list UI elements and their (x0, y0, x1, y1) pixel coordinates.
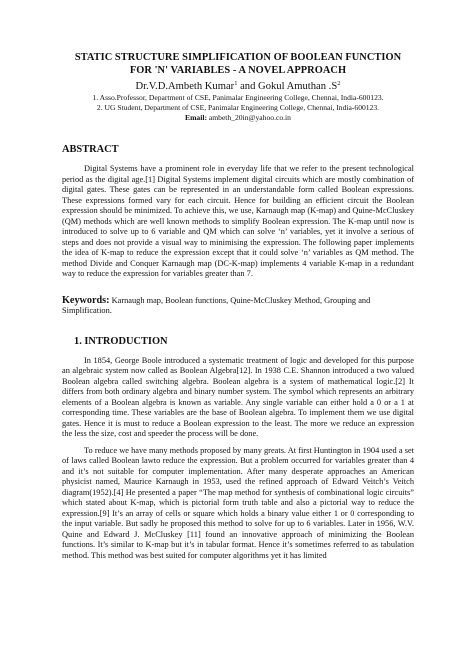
introduction-paragraph-1: In 1854, George Boole introduced a systematic treatment of logic and developed for this purpose an algebraic system now called as Boolean Algebra[12]. In 1938 C.E. Shannon introduced a two valued Boolean algebra called switching algebra. Boolean algebra is a system of mathematical logic.[2] It differs from both ordinary algebra and binary number system. The symbol which represents an arbitrary elements of a Boolean algebra is known as variable. Any single variable can either hold a 0 or a 1 at corresponding time. These variables are the base of Boolean algebra. To implement them we use digital gates. Hence it is must to reduce a Boolean expression to the least. The more we reduce an expression the less the size, cost and speeder the process will be done. (62, 355, 414, 438)
paper-title (62, 52, 414, 77)
author-1-superscript: 1 (234, 80, 238, 87)
keywords-line (62, 296, 414, 317)
introduction-paragraph-2: To reduce we have many methods proposed by many greats. At first Huntington in 1904 used a set of laws called Boolean lawto reduce the expression. But a problem occurred for variables greater than 4 and it’s not suitable for computer implementation. After many desperate approaches an American physicist named, Maurice Karnaugh in 1953, used the refined approach of Edward Veitch’s Veitch diagram(1952).[4] He presented a paper “The map method for synthesis of combinational logic circuits” which stated about K-map, which is pictorial form truth table and also a pictorial way to reduce the expression.[9] It’s an array of cells or square which holds a binary value either 1 or 0 corresponding to the input variable. But sadly he proposed this method to solve for up to 6 variables. Later in 1956, W.V. Quine and Edward J. McCluskey [11] found an innovative approach of minimizing the Boolean functions. It’s similar to K-map but it’s in tabular format. Hence it’s sometimes referred to as tabulation method. This method was best suited for computer algorithms yet it has limited (62, 445, 414, 560)
abstract-paragraph: Digital Systems have a prominent role in everyday life that we refer to the present technological period as the digital age.[1] Digital Systems implement digital circuits which are mostly combination of digital gates. These gates can be represented in an understandable form called Boolean expressions. These expressions formed vary for each circuit. Hence for building an efficient circuit the Boolean expression should be minimized. To achieve this, we use, Karnaugh map (K-map) and Quine-McCluskey (QM) methods which are well known methods to simplify Boolean expression. The K-map until now is introduced to solve up to 6 variable and QM which can solve ‘n’ variables, yet it involve a serious of steps and does not provide a visual way to minimising the expression. The following paper implements the idea of K-map to reduce the expression except that it could solve ‘n’ variables as QM method. The method Divide and Conquer Karnaugh map (DC-K-map) implements 4 variable K-map in a redundant way to reduce the expression for variables greater than 7. (62, 164, 414, 278)
abstract-heading: ABSTRACT (62, 144, 119, 155)
title-line-1: STATIC STRUCTURE SIMPLIFICATION OF BOOLEAN FUNCTION (74, 52, 402, 63)
author-line (62, 77, 414, 93)
author-2-superscript: 2 (337, 80, 341, 87)
keywords-label: Keywords: (62, 294, 110, 306)
author-join: and Gokul Amuthan .S (237, 81, 338, 92)
keywords-text: Karnaugh map, Boolean functions, Quine-McCluskey Method, Grouping and Simplification. (62, 295, 371, 315)
affiliation-2: 2. UG Student, Department of CSE, Panimalar Engineering College, Chennai, India-600123. (96, 103, 380, 112)
introduction-heading: 1. INTRODUCTION (74, 335, 168, 347)
email-address: ambeth_20in@yahoo.co.in (206, 113, 291, 122)
email-label: Email: (185, 113, 207, 122)
title-line-2: FOR 'N' VARIABLES - A NOVEL APPROACH (129, 64, 347, 76)
email-line (62, 113, 414, 123)
author-1: Dr.V.D.Ambeth Kumar (135, 81, 235, 92)
affiliation-1: 1. Asso.Professor, Department of CSE, Panimalar Engineering College, Chennai, India-600123. (92, 93, 384, 102)
